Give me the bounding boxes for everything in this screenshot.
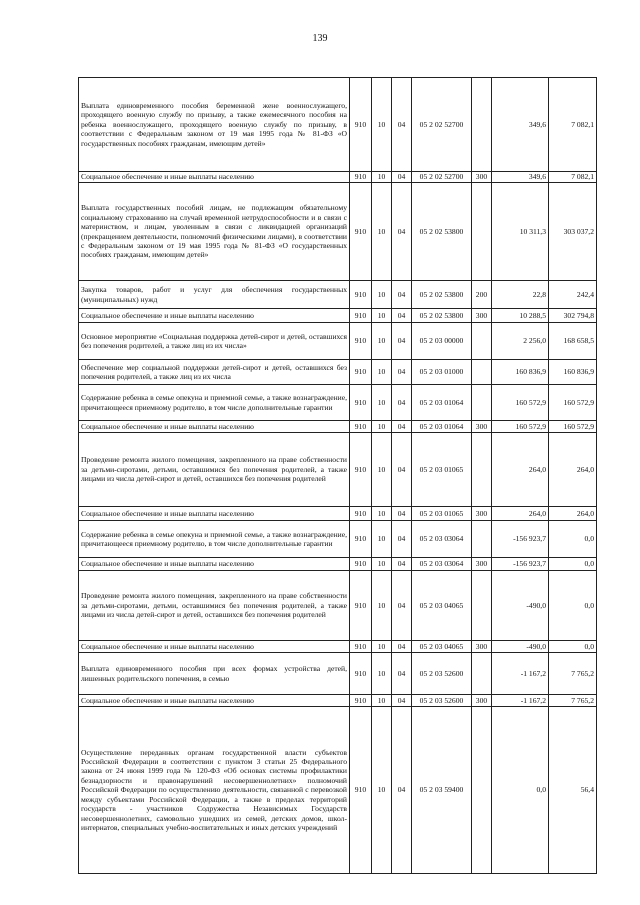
table-row <box>79 433 597 507</box>
row-section-code: 10 <box>372 695 392 707</box>
table-row <box>79 507 597 521</box>
row-target-article: 05 2 03 01064 <box>412 421 472 433</box>
row-name: Осуществление переданных органам государственной власти субъектов Российской Федерации в соответствии с пунктом 3 статьи 25 Федерального закона от 24 июня 1999 года № 120-ФЗ «Об основах системы профилактики безнадзорности и правонарушений несовершеннолетних» полномочий Российской Федерации по осуществлению деятельности, связанной с перевозкой между субъектами Российской Федерации, а также в пределах территорий государств - участников Содружества Независимых Государств несовершеннолетних, самовольно ушедших из семей, детских домов, школ-интернатов, специальных учебно-воспитательных и иных детских учреждений <box>79 707 350 874</box>
row-sum-total: 7 765,2 <box>549 695 597 707</box>
row-section-code: 10 <box>372 507 392 521</box>
row-sum-change: 349,6 <box>492 172 549 183</box>
table-row <box>79 360 597 385</box>
row-sum-change: 160 572,9 <box>492 385 549 421</box>
row-subsection-code: 04 <box>392 507 412 521</box>
table-row <box>79 323 597 360</box>
row-section-code: 10 <box>372 653 392 695</box>
row-sum-total: 160 572,9 <box>549 421 597 433</box>
row-sum-change: 10 288,5 <box>492 309 549 323</box>
row-sum-change: -1 167,2 <box>492 695 549 707</box>
table-row <box>79 695 597 707</box>
row-target-article: 05 2 03 03064 <box>412 558 472 571</box>
budget-table <box>78 77 597 874</box>
row-target-article: 05 2 03 01064 <box>412 385 472 421</box>
row-sum-total: 160 572,9 <box>549 385 597 421</box>
table-row <box>79 385 597 421</box>
row-sum-total: 56,4 <box>549 707 597 874</box>
row-section-code: 10 <box>372 172 392 183</box>
table-row <box>79 309 597 323</box>
row-section-code: 10 <box>372 571 392 641</box>
row-subsection-code: 04 <box>392 653 412 695</box>
row-ved-code: 910 <box>350 309 372 323</box>
row-section-code: 10 <box>372 360 392 385</box>
row-ved-code: 910 <box>350 421 372 433</box>
row-name: Социальное обеспечение и иные выплаты населению <box>79 172 350 183</box>
row-section-code: 10 <box>372 281 392 309</box>
table-row <box>79 183 597 281</box>
row-name: Социальное обеспечение и иные выплаты населению <box>79 695 350 707</box>
row-sum-change: 2 256,0 <box>492 323 549 360</box>
row-sum-total: 264,0 <box>549 507 597 521</box>
row-target-article: 05 2 03 03064 <box>412 521 472 558</box>
row-expense-type: 300 <box>472 558 492 571</box>
row-ved-code: 910 <box>350 323 372 360</box>
row-sum-total: 160 836,9 <box>549 360 597 385</box>
table-row <box>79 78 597 172</box>
row-sum-change: 0,0 <box>492 707 549 874</box>
table-row <box>79 641 597 653</box>
row-sum-total: 7 082,1 <box>549 172 597 183</box>
row-ved-code: 910 <box>350 183 372 281</box>
row-expense-type <box>472 385 492 421</box>
row-expense-type <box>472 521 492 558</box>
row-name: Социальное обеспечение и иные выплаты населению <box>79 641 350 653</box>
row-subsection-code: 04 <box>392 521 412 558</box>
row-target-article: 05 2 02 52700 <box>412 172 472 183</box>
row-ved-code: 910 <box>350 653 372 695</box>
table-row <box>79 281 597 309</box>
row-expense-type: 300 <box>472 172 492 183</box>
row-subsection-code: 04 <box>392 183 412 281</box>
row-sum-total: 264,0 <box>549 433 597 507</box>
row-expense-type <box>472 433 492 507</box>
row-section-code: 10 <box>372 558 392 571</box>
row-ved-code: 910 <box>350 507 372 521</box>
row-name: Социальное обеспечение и иные выплаты населению <box>79 421 350 433</box>
row-subsection-code: 04 <box>392 571 412 641</box>
row-sum-change: 10 311,3 <box>492 183 549 281</box>
row-subsection-code: 04 <box>392 695 412 707</box>
row-subsection-code: 04 <box>392 707 412 874</box>
row-sum-change: -490,0 <box>492 641 549 653</box>
row-sum-change: 160 836,9 <box>492 360 549 385</box>
row-target-article: 05 2 03 59400 <box>412 707 472 874</box>
row-sum-change: -490,0 <box>492 571 549 641</box>
row-sum-change: 349,6 <box>492 78 549 172</box>
row-target-article: 05 2 03 01065 <box>412 433 472 507</box>
row-sum-change: 264,0 <box>492 433 549 507</box>
row-name: Проведение ремонта жилого помещения, закрепленного на праве собственности за детьми-сиротами, детьми, оставшимися без попечения родителей, а также лицами из числа детей-сирот и детей, оставшихся без попечения родителей <box>79 571 350 641</box>
row-sum-change: 160 572,9 <box>492 421 549 433</box>
row-subsection-code: 04 <box>392 323 412 360</box>
row-sum-change: -156 923,7 <box>492 521 549 558</box>
row-sum-total: 7 082,1 <box>549 78 597 172</box>
row-subsection-code: 04 <box>392 281 412 309</box>
row-ved-code: 910 <box>350 78 372 172</box>
row-ved-code: 910 <box>350 433 372 507</box>
row-target-article: 05 2 03 52600 <box>412 653 472 695</box>
row-sum-total: 302 794,8 <box>549 309 597 323</box>
table-row <box>79 172 597 183</box>
row-expense-type: 300 <box>472 641 492 653</box>
row-ved-code: 910 <box>350 571 372 641</box>
row-sum-total: 7 765,2 <box>549 653 597 695</box>
row-subsection-code: 04 <box>392 558 412 571</box>
row-target-article: 05 2 03 04065 <box>412 571 472 641</box>
row-expense-type <box>472 571 492 641</box>
table-row <box>79 571 597 641</box>
row-target-article: 05 2 03 01065 <box>412 507 472 521</box>
row-section-code: 10 <box>372 521 392 558</box>
table-row <box>79 707 597 874</box>
row-section-code: 10 <box>372 707 392 874</box>
row-target-article: 05 2 03 00000 <box>412 323 472 360</box>
row-ved-code: 910 <box>350 360 372 385</box>
row-section-code: 10 <box>372 78 392 172</box>
row-section-code: 10 <box>372 385 392 421</box>
row-ved-code: 910 <box>350 707 372 874</box>
row-ved-code: 910 <box>350 521 372 558</box>
row-subsection-code: 04 <box>392 309 412 323</box>
row-sum-total: 0,0 <box>549 521 597 558</box>
row-sum-change: -156 923,7 <box>492 558 549 571</box>
row-expense-type <box>472 78 492 172</box>
row-expense-type: 300 <box>472 695 492 707</box>
row-section-code: 10 <box>372 323 392 360</box>
row-ved-code: 910 <box>350 558 372 571</box>
row-subsection-code: 04 <box>392 421 412 433</box>
row-subsection-code: 04 <box>392 385 412 421</box>
row-target-article: 05 2 02 53800 <box>412 183 472 281</box>
row-section-code: 10 <box>372 421 392 433</box>
row-sum-change: 264,0 <box>492 507 549 521</box>
row-target-article: 05 2 02 53800 <box>412 281 472 309</box>
row-name: Проведение ремонта жилого помещения, закрепленного на праве собственности за детьми-сиротами, детьми, оставшимися без попечения родителей, а также лицами из числа детей-сирот и детей, оставшихся без попечения родителей <box>79 433 350 507</box>
row-name: Социальное обеспечение и иные выплаты населению <box>79 507 350 521</box>
row-name: Обеспечение мер социальной поддержки детей-сирот и детей, оставшихся без попечения родителей, а также лиц из их числа <box>79 360 350 385</box>
row-target-article: 05 2 03 04065 <box>412 641 472 653</box>
row-name: Выплата государственных пособий лицам, не подлежащим обязательному социальному страхованию на случай временной нетрудоспособности и в связи с материнством, и лицам, уволенным в связи с ликвидацией организаций (прекращением деятельности, полномочий физическими лицами), в соответствии с Федеральным законом от 19 мая 1995 года № 81-ФЗ «О государственных пособиях гражданам, имеющим детей» <box>79 183 350 281</box>
row-subsection-code: 04 <box>392 172 412 183</box>
row-expense-type: 300 <box>472 421 492 433</box>
row-section-code: 10 <box>372 183 392 281</box>
row-sum-total: 0,0 <box>549 558 597 571</box>
row-name: Содержание ребенка в семье опекуна и приемной семье, а также вознаграждение, причитающееся приемному родителю, в том числе дополнительные гарантии <box>79 385 350 421</box>
row-name: Социальное обеспечение и иные выплаты населению <box>79 558 350 571</box>
row-ved-code: 910 <box>350 695 372 707</box>
row-name: Закупка товаров, работ и услуг для обеспечения государственных (муниципальных) нужд <box>79 281 350 309</box>
row-ved-code: 910 <box>350 385 372 421</box>
table-row <box>79 421 597 433</box>
row-subsection-code: 04 <box>392 433 412 507</box>
row-subsection-code: 04 <box>392 360 412 385</box>
row-expense-type <box>472 707 492 874</box>
row-expense-type: 300 <box>472 507 492 521</box>
row-expense-type <box>472 360 492 385</box>
row-sum-change: -1 167,2 <box>492 653 549 695</box>
row-name: Выплата единовременного пособия беременной жене военнослужащего, проходящего военную службу по призыву, а также ежемесячного пособия на ребенка военнослужащего, проходящего военную службу по призыву, в соответствии с Федеральным законом от 19 мая 1995 года № 81-ФЗ «О государственных пособиях гражданам, имеющим детей» <box>79 78 350 172</box>
budget-table-body <box>79 78 597 874</box>
row-name: Основное мероприятие «Социальная поддержка детей-сирот и детей, оставшихся без попечения родителей, а также лиц из их числа» <box>79 323 350 360</box>
row-section-code: 10 <box>372 309 392 323</box>
row-expense-type <box>472 323 492 360</box>
row-sum-change: 22,8 <box>492 281 549 309</box>
row-subsection-code: 04 <box>392 641 412 653</box>
row-target-article: 05 2 02 52700 <box>412 78 472 172</box>
row-expense-type <box>472 653 492 695</box>
row-name: Социальное обеспечение и иные выплаты населению <box>79 309 350 323</box>
row-target-article: 05 2 02 53800 <box>412 309 472 323</box>
table-row <box>79 653 597 695</box>
row-sum-total: 0,0 <box>549 571 597 641</box>
row-section-code: 10 <box>372 641 392 653</box>
row-sum-total: 242,4 <box>549 281 597 309</box>
row-expense-type <box>472 183 492 281</box>
row-ved-code: 910 <box>350 172 372 183</box>
row-target-article: 05 2 03 52600 <box>412 695 472 707</box>
row-section-code: 10 <box>372 433 392 507</box>
row-ved-code: 910 <box>350 641 372 653</box>
row-expense-type: 200 <box>472 281 492 309</box>
row-target-article: 05 2 03 01000 <box>412 360 472 385</box>
row-subsection-code: 04 <box>392 78 412 172</box>
row-name: Содержание ребенка в семье опекуна и приемной семье, а также вознаграждение, причитающееся приемному родителю, в том числе дополнительные гарантии <box>79 521 350 558</box>
row-sum-total: 303 037,2 <box>549 183 597 281</box>
row-sum-total: 0,0 <box>549 641 597 653</box>
table-row <box>79 521 597 558</box>
row-name: Выплата единовременного пособия при всех формах устройства детей, лишенных родительского попечения, в семью <box>79 653 350 695</box>
page-number: 139 <box>312 33 328 44</box>
row-sum-total: 168 658,5 <box>549 323 597 360</box>
table-row <box>79 558 597 571</box>
row-ved-code: 910 <box>350 281 372 309</box>
row-expense-type: 300 <box>472 309 492 323</box>
